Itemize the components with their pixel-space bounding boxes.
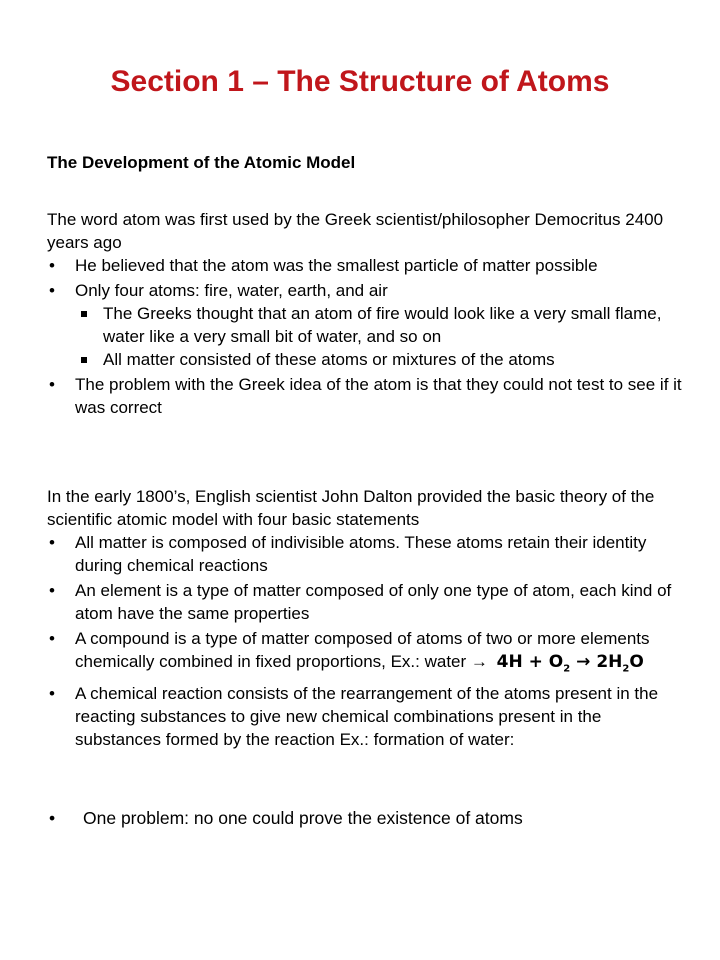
list-item: [47, 806, 687, 830]
list-item-text: A compound is a type of matter composed of atoms of two or more elements chemically combined in fixed proportions, Ex.: water →: [75, 629, 650, 671]
equation-plus: +: [522, 652, 549, 672]
list-item: [47, 531, 687, 577]
equation-product-h: 2H: [596, 652, 623, 672]
list-item: [47, 682, 687, 751]
chemical-equation: [496, 652, 644, 675]
greek-intro: The word atom was first used by the Greek scientist/philosopher Democritus 2400 years ago: [47, 210, 664, 252]
list-item-text: One problem: no one could prove the existence of atoms: [83, 808, 523, 828]
greek-bullet-list: [47, 254, 687, 419]
page-title: Section 1 – The Structure of Atoms: [110, 65, 610, 98]
list-item: [47, 254, 687, 277]
equation-arrow: →: [570, 652, 597, 672]
sub-list-item: [75, 302, 687, 348]
list-item-text: Only four atoms: fire, water, earth, and air: [75, 281, 388, 300]
list-item: [47, 279, 687, 371]
greek-sub-list: [75, 302, 687, 371]
list-item-text: He believed that the atom was the smallest particle of matter possible: [75, 256, 598, 275]
equation-reactant-o: O: [548, 652, 564, 672]
greek-section: [47, 208, 687, 421]
equation-subscript: 2: [622, 663, 630, 675]
sub-list-item-text: All matter consisted of these atoms or mixtures of the atoms: [103, 350, 555, 369]
dalton-section: [47, 485, 687, 753]
list-item: [47, 373, 687, 419]
section-subtitle: The Development of the Atomic Model: [47, 153, 356, 172]
closing-bullet-list: [47, 806, 687, 830]
closing-section: [47, 806, 687, 832]
list-item-text: An element is a type of matter composed of only one type of atom, each kind of atom have the same properties: [75, 581, 672, 623]
sub-list-item: [75, 348, 687, 371]
dalton-bullet-list: [47, 531, 687, 751]
equation-reactant-h: 4H: [496, 652, 523, 672]
equation-subscript: 2: [563, 663, 571, 675]
list-item-text: A chemical reaction consists of the rearrangement of the atoms present in the reacting substances to give new chemical combinations present in the substances formed by the reaction Ex.: formation of water:: [75, 684, 659, 750]
equation-product-o: O: [629, 652, 644, 672]
list-item: [47, 627, 687, 680]
dalton-intro: In the early 1800’s, English scientist John Dalton provided the basic theory of the scientific atomic model with four basic statements: [47, 487, 655, 529]
list-item-text: The problem with the Greek idea of the atom is that they could not test to see if it was correct: [75, 375, 682, 417]
sub-list-item-text: The Greeks thought that an atom of fire would look like a very small flame, water like a very small bit of water, and so on: [103, 304, 662, 346]
list-item: [47, 579, 687, 625]
list-item-text: All matter is composed of indivisible atoms. These atoms retain their identity during chemical reactions: [75, 533, 647, 575]
